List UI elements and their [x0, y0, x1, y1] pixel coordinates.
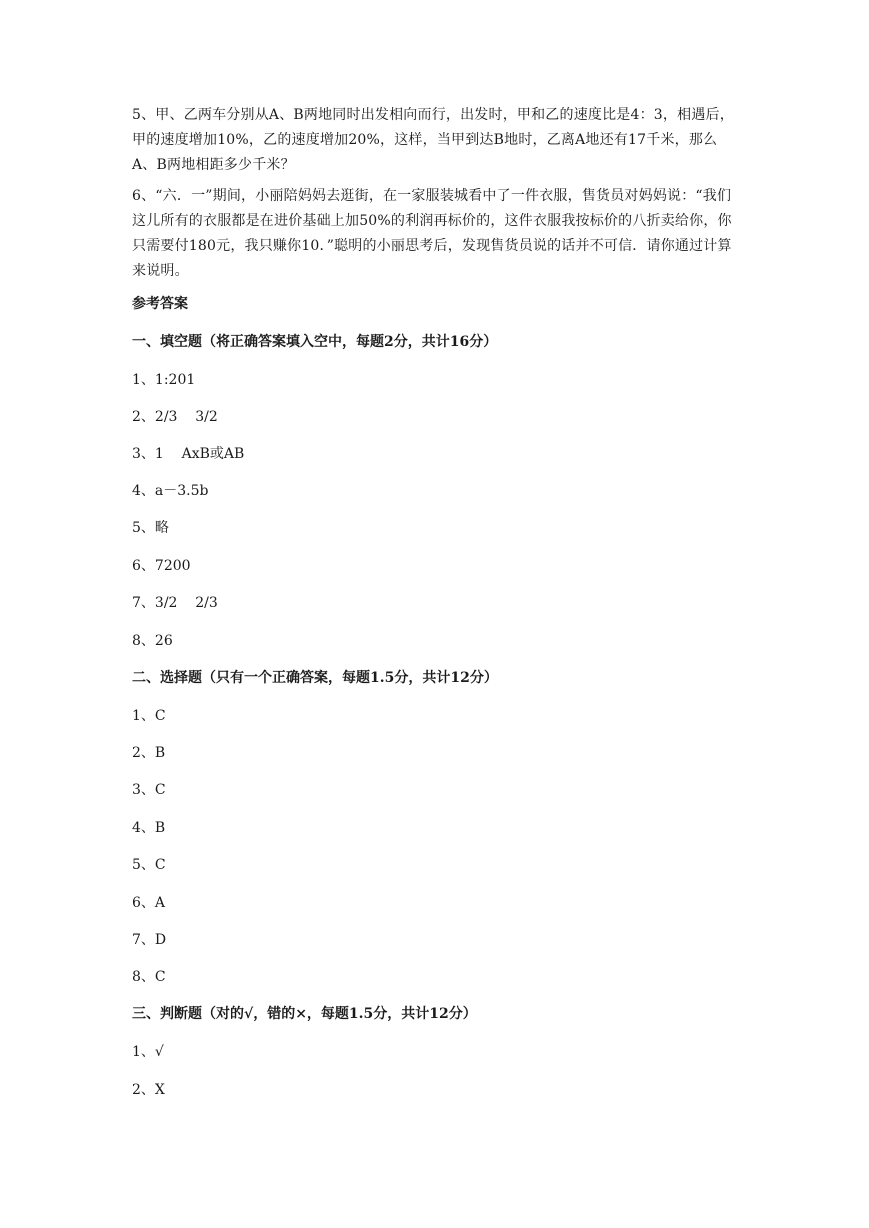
- section3-heading: 三、判断题（对的√，错的×，每题1.5分，共计12分）: [132, 1006, 477, 1022]
- section2-answer-8: 8、C: [132, 969, 166, 985]
- section1-answer-8: 8、26: [132, 633, 173, 649]
- section1-answer-1: 1、1:201: [132, 372, 196, 388]
- section1-answer-6: 6、7200: [132, 558, 191, 574]
- section3-answer-1: 1、√: [132, 1044, 164, 1060]
- section2-answer-2: 2、B: [132, 745, 166, 761]
- answer-title: 参考答案: [132, 296, 188, 312]
- problem-5: 5、甲、乙两车分别从A、B两地同时出发相向而行，出发时，甲和乙的速度比是4：3，相遇后，甲的速度增加10%，乙的速度增加20%，这样，当甲到达B地时，乙离A地还有17千米，那么A、B两地相距多少千米？: [132, 107, 734, 173]
- section2-answer-6: 6、A: [132, 895, 166, 911]
- section1-answer-5: 5、略: [132, 520, 169, 536]
- section2-answer-4: 4、B: [132, 820, 166, 836]
- section1-answer-2: 2、2/3 3/2: [132, 409, 218, 425]
- problem-6: 6、“六．一”期间，小丽陪妈妈去逛街，在一家服装城看中了一件衣服，售货员对妈妈说：“我们这儿所有的衣服都是在进价基础上加50%的利润再标价的，这件衣服我按标价的八折卖给你，你只需要付180元，我只赚你10．”聪明的小丽思考后，发现售货员说的话并不可信．请你通过计算来说明。: [132, 188, 732, 279]
- section2-heading: 二、选择题（只有一个正确答案，每题1.5分，共计12分）: [132, 670, 498, 686]
- section2-answer-7: 7、D: [132, 932, 167, 948]
- section2-answer-3: 3、C: [132, 782, 166, 798]
- section1-answer-3: 3、1 AxB或AB: [132, 446, 245, 462]
- section2-answer-5: 5、C: [132, 857, 166, 873]
- section1-answer-7: 7、3/2 2/3: [132, 595, 218, 611]
- section2-answer-1: 1、C: [132, 708, 166, 724]
- section1-answer-4: 4、a－3.5b: [132, 483, 209, 499]
- section3-answer-2: 2、X: [132, 1082, 165, 1098]
- section1-heading: 一、填空题（将正确答案填入空中，每题2分，共计16分）: [132, 334, 498, 350]
